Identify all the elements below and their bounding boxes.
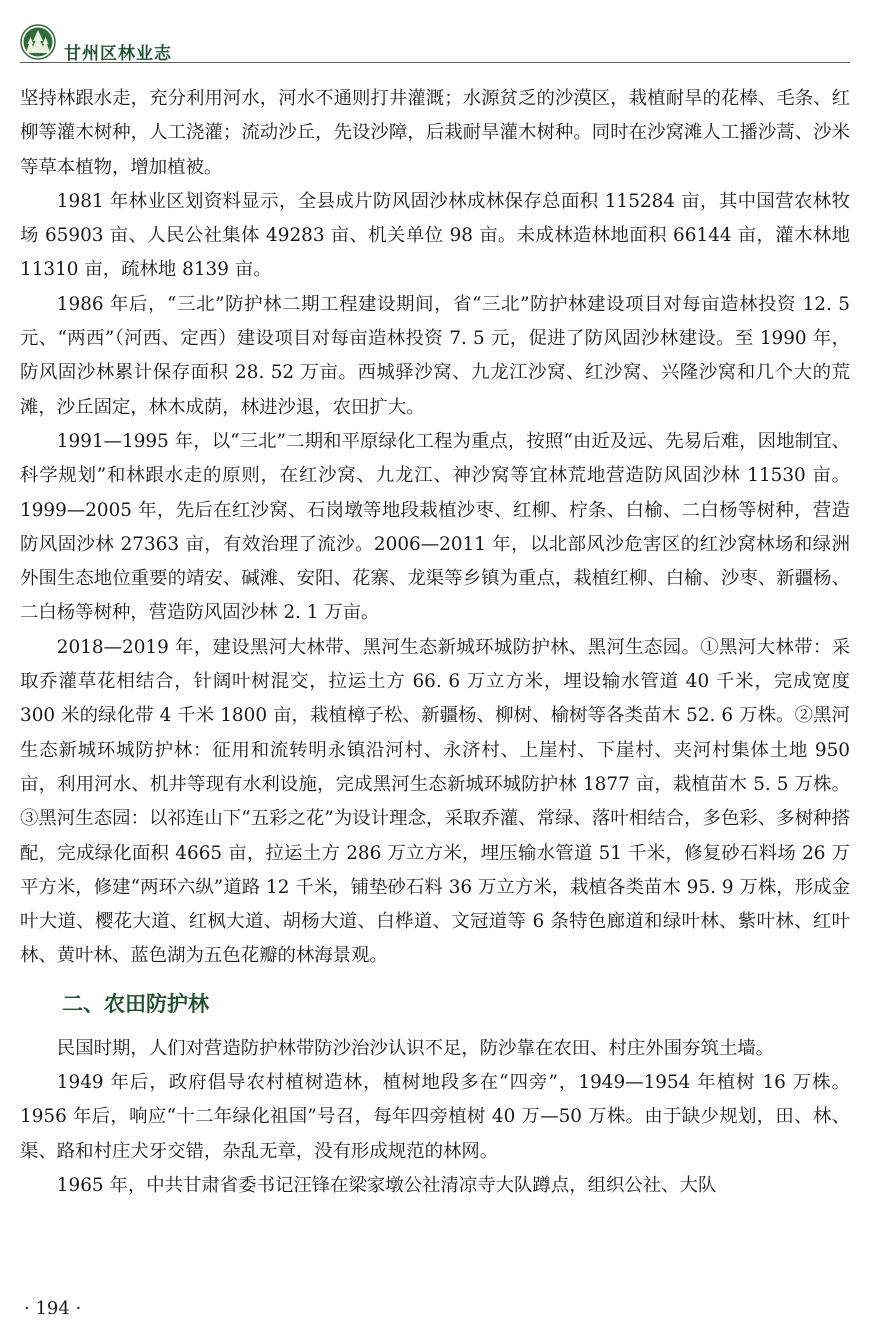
body-paragraph: 2018—2019 年，建设黑河大林带、黑河生态新城环城防护林、黑河生态园。①黑河大林带：采取乔灌草花相结合，针阔叶树混交，拉运土方 66. 6 万立方米，埋设输水管道 40 千米，完成宽度 300 米的绿化带 4 千米 1800 亩，栽植樟子松、新疆杨、柳树、榆树等各类苗木 52. 6 万株。②黑河生态新城环城防护林：征用和流转明永镇沿河村、永济村、上崖村、下崖村、夹河村集体土地 950 亩，利用河水、机井等现有水利设施，完成黑河生态新城环城防护林 1877 亩，栽植苗木 5. 5 万株。③黑河生态园：以祁连山下“五彩之花”为设计理念，采取乔灌、常绿、落叶相结合，多色彩、多树种搭配，完成绿化面积 4665 亩，拉运土方 286 万立方米，埋压输水管道 51 千米，修复砂石料场 26 万平方米，修建“两环六纵”道路 12 千米，铺垫砂石料 36 万立方米，栽植各类苗木 95. 9 万株，形成金叶大道、樱花大道、红枫大道、胡杨大道、白桦道、文冠道等 6 条特色廊道和绿叶林、紫叶林、红叶林、黄叶林、蓝色湖为五色花瓣的林海景观。 [20, 636, 850, 967]
body-paragraph: 1981 年林业区划资料显示，全县成片防风固沙林成林保存总面积 115284 亩，其中国营农林牧场 65903 亩、人民公社集体 49283 亩、机关单位 98 亩。未成林造林地面积 66144 亩，灌木林地 11310 亩，疏林地 8139 亩。 [20, 190, 850, 281]
body-paragraph: 坚持林跟水走，充分利用河水，河水不通则打井灌溉；水源贫乏的沙漠区，栽植耐旱的花棒、毛条、红柳等灌木树种，人工浇灌；流动沙丘，先设沙障，后栽耐旱灌木树种。同时在沙窝滩人工播沙蒿、沙米等草本植物，增加植被。 [20, 88, 850, 178]
body-paragraph: 1965 年，中共甘肃省委书记汪锋在梁家墩公社清凉寺大队蹲点，组织公社、大队 [56, 1174, 717, 1196]
body-paragraph: 民国时期，人们对营造防护林带防沙治沙认识不足，防沙靠在农田、村庄外围夯筑土墙。 [56, 1037, 775, 1059]
page-body [20, 82, 850, 1203]
book-title: 甘州区林业志 [64, 44, 172, 64]
body-paragraph: 1991—1995 年，以“三北”二期和平原绿化工程为重点，按照“由近及远、先易后难，因地制宜、科学规划”和林跟水走的原则，在红沙窝、九龙江、神沙窝等宜林荒地营造防风固沙林 11530 亩。1999—2005 年，先后在红沙窝、石岗墩等地段栽植沙枣、红柳、柠条、白榆、二白杨等树种，营造防风固沙林 27363 亩，有效治理了流沙。2006—2011 年，以北部风沙危害区的红沙窝林场和绿洲外围生态地位重要的靖安、碱滩、安阳、花寨、龙渠等乡镇为重点，栽植红柳、白榆、沙枣、新疆杨、二白杨等树种，营造防风固沙林 2. 1 万亩。 [20, 430, 850, 624]
forest-trees-logo-icon [20, 24, 56, 60]
section-heading: 二、农田防护林 [62, 991, 209, 1016]
running-header [20, 24, 850, 64]
body-paragraph: 1949 年后，政府倡导农村植树造林，植树地段多在“四旁”，1949—1954 年植树 16 万株。1956 年后，响应“十二年绿化祖国”号召，每年四旁植树 40 万—50 万株。由于缺少规划，田、林、渠、路和村庄犬牙交错，杂乱无章，没有形成规范的林网。 [20, 1072, 850, 1162]
header-rule [20, 62, 850, 63]
page-number: · 194 · [24, 1298, 82, 1319]
body-paragraph: 1986 年后，“三北”防护林二期工程建设期间，省“三北”防护林建设项目对每亩造林投资 12. 5 元、“两西”（河西、定西）建设项目对每亩造林投资 7. 5 元，促进了防风固沙林建设。至 1990 年，防风固沙林累计保存面积 28. 52 万亩。西城驿沙窝、九龙江沙窝、红沙窝、兴隆沙窝和几个大的荒滩，沙丘固定，林木成荫，林进沙退，农田扩大。 [20, 293, 850, 418]
